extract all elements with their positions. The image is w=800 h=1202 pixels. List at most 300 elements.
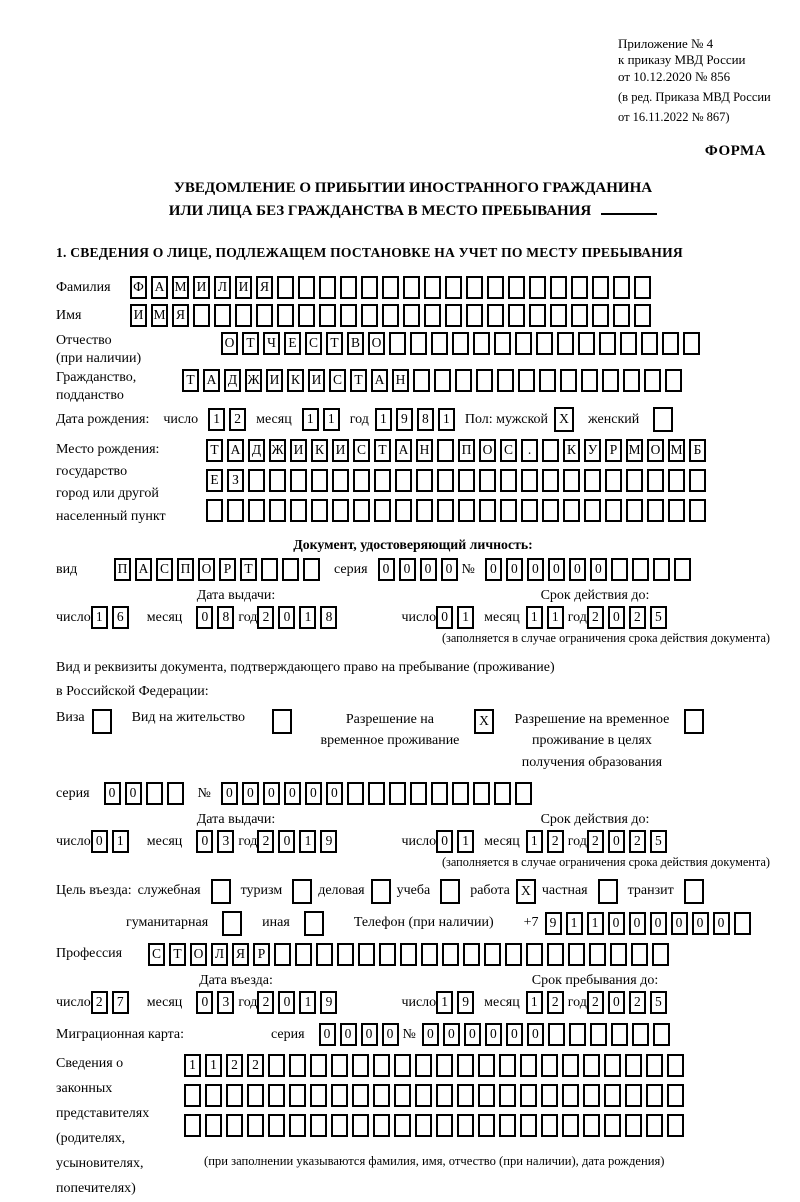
char-cell[interactable] (667, 1114, 684, 1137)
char-cell[interactable]: Ж (269, 439, 286, 462)
char-cell[interactable] (583, 1084, 600, 1107)
char-cell[interactable]: 6 (112, 606, 129, 629)
char-cell[interactable] (304, 911, 324, 936)
char-cell[interactable]: 3 (217, 830, 234, 853)
char-cell[interactable]: 1 (205, 1054, 222, 1077)
char-cell[interactable] (478, 1114, 495, 1137)
char-cell[interactable]: 9 (457, 991, 474, 1014)
char-cell[interactable] (272, 709, 292, 734)
char-cell[interactable]: 0 (436, 830, 453, 853)
char-cell[interactable] (340, 304, 357, 327)
residence-permit-checkbox[interactable] (272, 709, 292, 734)
char-cell[interactable]: 2 (629, 991, 646, 1014)
char-cell[interactable] (292, 879, 312, 904)
char-cell[interactable] (389, 782, 406, 805)
char-cell[interactable] (268, 1114, 285, 1137)
char-cell[interactable] (371, 879, 391, 904)
char-cell[interactable]: 1 (299, 830, 316, 853)
char-cell[interactable] (457, 1054, 474, 1077)
char-cell[interactable] (298, 304, 315, 327)
char-cell[interactable] (647, 469, 664, 492)
char-cell[interactable] (647, 499, 664, 522)
char-cell[interactable] (646, 1114, 663, 1137)
char-cell[interactable]: 0 (713, 912, 730, 935)
char-cell[interactable]: 1 (302, 408, 319, 431)
char-cell[interactable] (310, 1084, 327, 1107)
char-cell[interactable] (592, 304, 609, 327)
char-cell[interactable] (205, 1084, 222, 1107)
char-cell[interactable] (389, 332, 406, 355)
char-cell[interactable] (421, 943, 438, 966)
char-cell[interactable] (515, 332, 532, 355)
char-cell[interactable] (214, 304, 231, 327)
char-cell[interactable] (361, 276, 378, 299)
char-cell[interactable] (500, 469, 517, 492)
char-cell[interactable] (562, 1084, 579, 1107)
char-cell[interactable] (290, 469, 307, 492)
char-cell[interactable] (611, 1023, 628, 1046)
purpose-official-checkbox[interactable] (211, 879, 231, 904)
char-cell[interactable] (373, 1054, 390, 1077)
char-cell[interactable] (193, 304, 210, 327)
char-cell[interactable]: 8 (217, 606, 234, 629)
char-cell[interactable]: 1 (375, 408, 392, 431)
char-cell[interactable]: 0 (436, 606, 453, 629)
char-cell[interactable] (626, 499, 643, 522)
char-cell[interactable]: 5 (650, 606, 667, 629)
char-cell[interactable]: 0 (443, 1023, 460, 1046)
char-cell[interactable] (494, 782, 511, 805)
char-cell[interactable]: 0 (629, 912, 646, 935)
char-cell[interactable] (487, 304, 504, 327)
char-cell[interactable] (413, 369, 430, 392)
char-cell[interactable]: 1 (457, 606, 474, 629)
char-cell[interactable]: К (287, 369, 304, 392)
visa-checkbox[interactable] (92, 709, 112, 734)
char-cell[interactable]: С (329, 369, 346, 392)
char-cell[interactable]: 0 (485, 558, 502, 581)
char-cell[interactable]: 1 (436, 991, 453, 1014)
char-cell[interactable] (337, 943, 354, 966)
char-cell[interactable] (261, 558, 278, 581)
char-cell[interactable]: 1 (208, 408, 225, 431)
char-cell[interactable]: А (151, 276, 168, 299)
char-cell[interactable]: Е (284, 332, 301, 355)
char-cell[interactable]: 2 (587, 830, 604, 853)
char-cell[interactable] (500, 499, 517, 522)
char-cell[interactable] (415, 1114, 432, 1137)
char-cell[interactable]: О (198, 558, 215, 581)
char-cell[interactable] (410, 782, 427, 805)
char-cell[interactable]: О (221, 332, 238, 355)
char-cell[interactable]: А (203, 369, 220, 392)
char-cell[interactable]: Т (350, 369, 367, 392)
char-cell[interactable]: 0 (278, 991, 295, 1014)
char-cell[interactable] (416, 469, 433, 492)
char-cell[interactable]: Р (219, 558, 236, 581)
char-cell[interactable]: 0 (527, 1023, 544, 1046)
char-cell[interactable]: 0 (608, 912, 625, 935)
char-cell[interactable] (277, 304, 294, 327)
char-cell[interactable]: Р (253, 943, 270, 966)
temp-residence-education-checkbox[interactable] (684, 709, 704, 734)
char-cell[interactable] (445, 304, 462, 327)
purpose-work-checkbox[interactable] (516, 879, 536, 904)
char-cell[interactable]: 2 (226, 1054, 243, 1077)
char-cell[interactable]: Е (206, 469, 223, 492)
char-cell[interactable] (499, 1114, 516, 1137)
char-cell[interactable]: 0 (340, 1023, 357, 1046)
char-cell[interactable]: И (235, 276, 252, 299)
char-cell[interactable]: О (479, 439, 496, 462)
char-cell[interactable]: Ч (263, 332, 280, 355)
char-cell[interactable] (520, 1084, 537, 1107)
char-cell[interactable]: 1 (587, 912, 604, 935)
char-cell[interactable] (311, 469, 328, 492)
char-cell[interactable] (583, 1054, 600, 1077)
char-cell[interactable] (415, 1054, 432, 1077)
char-cell[interactable] (583, 1114, 600, 1137)
char-cell[interactable] (584, 469, 601, 492)
char-cell[interactable]: О (368, 332, 385, 355)
char-cell[interactable] (599, 332, 616, 355)
char-cell[interactable] (269, 499, 286, 522)
char-cell[interactable]: 0 (399, 558, 416, 581)
char-cell[interactable]: 0 (284, 782, 301, 805)
char-cell[interactable] (625, 1054, 642, 1077)
char-cell[interactable]: 2 (587, 606, 604, 629)
char-cell[interactable]: 1 (566, 912, 583, 935)
char-cell[interactable] (734, 912, 751, 935)
char-cell[interactable] (684, 879, 704, 904)
char-cell[interactable]: 0 (221, 782, 238, 805)
char-cell[interactable]: Н (416, 439, 433, 462)
char-cell[interactable] (542, 469, 559, 492)
char-cell[interactable]: 1 (457, 830, 474, 853)
char-cell[interactable]: 0 (319, 1023, 336, 1046)
char-cell[interactable] (205, 1114, 222, 1137)
char-cell[interactable]: 0 (91, 830, 108, 853)
char-cell[interactable]: С (148, 943, 165, 966)
char-cell[interactable] (395, 469, 412, 492)
char-cell[interactable] (184, 1114, 201, 1137)
char-cell[interactable] (92, 709, 112, 734)
char-cell[interactable] (541, 1114, 558, 1137)
char-cell[interactable]: 9 (545, 912, 562, 935)
char-cell[interactable] (268, 1084, 285, 1107)
char-cell[interactable]: 0 (506, 1023, 523, 1046)
char-cell[interactable] (416, 499, 433, 522)
purpose-humanitarian-checkbox[interactable] (222, 911, 242, 936)
char-cell[interactable] (613, 304, 630, 327)
char-cell[interactable]: 5 (650, 991, 667, 1014)
char-cell[interactable]: 0 (608, 830, 625, 853)
char-cell[interactable] (665, 369, 682, 392)
purpose-private-checkbox[interactable] (598, 879, 618, 904)
char-cell[interactable] (352, 1114, 369, 1137)
char-cell[interactable] (653, 1023, 670, 1046)
char-cell[interactable]: 0 (590, 558, 607, 581)
purpose-transit-checkbox[interactable] (684, 879, 704, 904)
char-cell[interactable] (146, 782, 163, 805)
char-cell[interactable] (644, 369, 661, 392)
char-cell[interactable]: М (172, 276, 189, 299)
char-cell[interactable] (347, 782, 364, 805)
char-cell[interactable] (424, 304, 441, 327)
char-cell[interactable] (268, 1054, 285, 1077)
char-cell[interactable]: 0 (608, 991, 625, 1014)
char-cell[interactable] (499, 1084, 516, 1107)
char-cell[interactable] (626, 469, 643, 492)
char-cell[interactable]: 9 (320, 830, 337, 853)
char-cell[interactable]: X (516, 879, 536, 904)
char-cell[interactable] (541, 1054, 558, 1077)
char-cell[interactable]: Ф (130, 276, 147, 299)
char-cell[interactable] (529, 304, 546, 327)
char-cell[interactable]: М (626, 439, 643, 462)
char-cell[interactable]: 1 (526, 991, 543, 1014)
char-cell[interactable] (529, 276, 546, 299)
char-cell[interactable]: 0 (361, 1023, 378, 1046)
char-cell[interactable] (457, 1084, 474, 1107)
char-cell[interactable]: 2 (257, 991, 274, 1014)
char-cell[interactable]: 0 (671, 912, 688, 935)
char-cell[interactable]: 0 (441, 558, 458, 581)
char-cell[interactable] (589, 943, 606, 966)
char-cell[interactable]: 2 (257, 606, 274, 629)
char-cell[interactable] (436, 1114, 453, 1137)
char-cell[interactable]: 0 (196, 991, 213, 1014)
char-cell[interactable] (410, 332, 427, 355)
char-cell[interactable] (247, 1084, 264, 1107)
char-cell[interactable] (499, 1054, 516, 1077)
char-cell[interactable]: П (114, 558, 131, 581)
char-cell[interactable]: 0 (125, 782, 142, 805)
char-cell[interactable]: К (563, 439, 580, 462)
char-cell[interactable]: 0 (506, 558, 523, 581)
char-cell[interactable]: 0 (608, 606, 625, 629)
char-cell[interactable] (476, 369, 493, 392)
char-cell[interactable]: У (584, 439, 601, 462)
char-cell[interactable] (382, 276, 399, 299)
char-cell[interactable] (473, 332, 490, 355)
char-cell[interactable] (623, 369, 640, 392)
char-cell[interactable] (674, 558, 691, 581)
char-cell[interactable]: Т (169, 943, 186, 966)
char-cell[interactable] (602, 369, 619, 392)
temp-residence-checkbox[interactable] (474, 709, 494, 734)
char-cell[interactable] (282, 558, 299, 581)
char-cell[interactable] (541, 1084, 558, 1107)
char-cell[interactable]: 1 (526, 606, 543, 629)
char-cell[interactable] (542, 499, 559, 522)
char-cell[interactable] (479, 469, 496, 492)
char-cell[interactable] (562, 1114, 579, 1137)
char-cell[interactable]: 0 (196, 606, 213, 629)
char-cell[interactable] (403, 304, 420, 327)
char-cell[interactable]: Я (256, 276, 273, 299)
char-cell[interactable]: Д (224, 369, 241, 392)
char-cell[interactable] (277, 276, 294, 299)
char-cell[interactable] (611, 558, 628, 581)
char-cell[interactable] (668, 499, 685, 522)
char-cell[interactable]: И (308, 369, 325, 392)
char-cell[interactable]: М (151, 304, 168, 327)
char-cell[interactable] (631, 943, 648, 966)
char-cell[interactable]: Т (206, 439, 223, 462)
char-cell[interactable] (274, 943, 291, 966)
char-cell[interactable] (479, 499, 496, 522)
char-cell[interactable]: О (647, 439, 664, 462)
char-cell[interactable]: Л (211, 943, 228, 966)
char-cell[interactable]: С (156, 558, 173, 581)
char-cell[interactable] (311, 499, 328, 522)
char-cell[interactable] (484, 943, 501, 966)
char-cell[interactable] (434, 369, 451, 392)
char-cell[interactable] (550, 304, 567, 327)
char-cell[interactable] (374, 499, 391, 522)
char-cell[interactable] (442, 943, 459, 966)
char-cell[interactable] (521, 499, 538, 522)
char-cell[interactable] (310, 1054, 327, 1077)
char-cell[interactable]: 0 (650, 912, 667, 935)
char-cell[interactable] (394, 1054, 411, 1077)
char-cell[interactable] (373, 1084, 390, 1107)
char-cell[interactable]: 7 (112, 991, 129, 1014)
char-cell[interactable] (548, 1023, 565, 1046)
char-cell[interactable] (289, 1054, 306, 1077)
char-cell[interactable]: 1 (438, 408, 455, 431)
char-cell[interactable] (563, 499, 580, 522)
char-cell[interactable] (547, 943, 564, 966)
char-cell[interactable]: С (353, 439, 370, 462)
char-cell[interactable]: А (395, 439, 412, 462)
char-cell[interactable] (515, 782, 532, 805)
char-cell[interactable]: 0 (485, 1023, 502, 1046)
char-cell[interactable]: 2 (587, 991, 604, 1014)
char-cell[interactable]: Б (689, 439, 706, 462)
char-cell[interactable] (526, 943, 543, 966)
char-cell[interactable] (436, 1054, 453, 1077)
char-cell[interactable] (581, 369, 598, 392)
char-cell[interactable]: 2 (91, 991, 108, 1014)
char-cell[interactable]: 2 (229, 408, 246, 431)
char-cell[interactable]: М (668, 439, 685, 462)
char-cell[interactable]: 0 (420, 558, 437, 581)
char-cell[interactable] (235, 304, 252, 327)
char-cell[interactable] (625, 1114, 642, 1137)
char-cell[interactable] (358, 943, 375, 966)
char-cell[interactable]: 1 (91, 606, 108, 629)
char-cell[interactable] (550, 276, 567, 299)
char-cell[interactable] (395, 499, 412, 522)
char-cell[interactable] (610, 943, 627, 966)
char-cell[interactable]: 0 (548, 558, 565, 581)
char-cell[interactable] (466, 304, 483, 327)
char-cell[interactable] (332, 499, 349, 522)
char-cell[interactable] (613, 276, 630, 299)
char-cell[interactable]: 0 (326, 782, 343, 805)
char-cell[interactable] (295, 943, 312, 966)
char-cell[interactable] (289, 1084, 306, 1107)
char-cell[interactable] (440, 879, 460, 904)
char-cell[interactable] (605, 499, 622, 522)
char-cell[interactable] (455, 369, 472, 392)
char-cell[interactable] (436, 1084, 453, 1107)
char-cell[interactable]: Л (214, 276, 231, 299)
char-cell[interactable] (571, 304, 588, 327)
char-cell[interactable]: Я (232, 943, 249, 966)
char-cell[interactable] (689, 469, 706, 492)
char-cell[interactable]: В (347, 332, 364, 355)
char-cell[interactable] (431, 782, 448, 805)
char-cell[interactable]: 8 (417, 408, 434, 431)
char-cell[interactable]: 0 (305, 782, 322, 805)
char-cell[interactable] (569, 1023, 586, 1046)
char-cell[interactable]: 0 (692, 912, 709, 935)
char-cell[interactable]: Н (392, 369, 409, 392)
char-cell[interactable] (605, 469, 622, 492)
char-cell[interactable]: П (177, 558, 194, 581)
char-cell[interactable] (590, 1023, 607, 1046)
char-cell[interactable]: Т (242, 332, 259, 355)
char-cell[interactable] (634, 304, 651, 327)
char-cell[interactable] (226, 1114, 243, 1137)
char-cell[interactable] (560, 369, 577, 392)
char-cell[interactable] (289, 1114, 306, 1137)
char-cell[interactable]: 0 (278, 606, 295, 629)
char-cell[interactable]: А (227, 439, 244, 462)
char-cell[interactable]: И (266, 369, 283, 392)
char-cell[interactable]: 1 (323, 408, 340, 431)
char-cell[interactable] (604, 1084, 621, 1107)
char-cell[interactable] (374, 469, 391, 492)
char-cell[interactable] (332, 469, 349, 492)
char-cell[interactable]: 0 (196, 830, 213, 853)
char-cell[interactable] (331, 1054, 348, 1077)
char-cell[interactable]: 9 (320, 991, 337, 1014)
char-cell[interactable] (247, 1114, 264, 1137)
char-cell[interactable] (361, 304, 378, 327)
char-cell[interactable] (256, 304, 273, 327)
char-cell[interactable] (634, 276, 651, 299)
char-cell[interactable]: 1 (184, 1054, 201, 1077)
char-cell[interactable] (473, 782, 490, 805)
char-cell[interactable] (478, 1054, 495, 1077)
char-cell[interactable] (319, 304, 336, 327)
char-cell[interactable] (331, 1084, 348, 1107)
char-cell[interactable] (352, 1084, 369, 1107)
char-cell[interactable] (620, 332, 637, 355)
char-cell[interactable] (227, 499, 244, 522)
char-cell[interactable]: 0 (104, 782, 121, 805)
char-cell[interactable] (592, 276, 609, 299)
char-cell[interactable] (298, 276, 315, 299)
char-cell[interactable]: Я (172, 304, 189, 327)
char-cell[interactable] (373, 1114, 390, 1137)
char-cell[interactable]: 0 (382, 1023, 399, 1046)
char-cell[interactable] (542, 439, 559, 462)
char-cell[interactable]: 2 (629, 830, 646, 853)
char-cell[interactable] (653, 558, 670, 581)
char-cell[interactable] (667, 1054, 684, 1077)
char-cell[interactable] (625, 1084, 642, 1107)
char-cell[interactable] (331, 1114, 348, 1137)
char-cell[interactable] (458, 499, 475, 522)
char-cell[interactable] (352, 1054, 369, 1077)
char-cell[interactable] (424, 276, 441, 299)
char-cell[interactable] (458, 469, 475, 492)
